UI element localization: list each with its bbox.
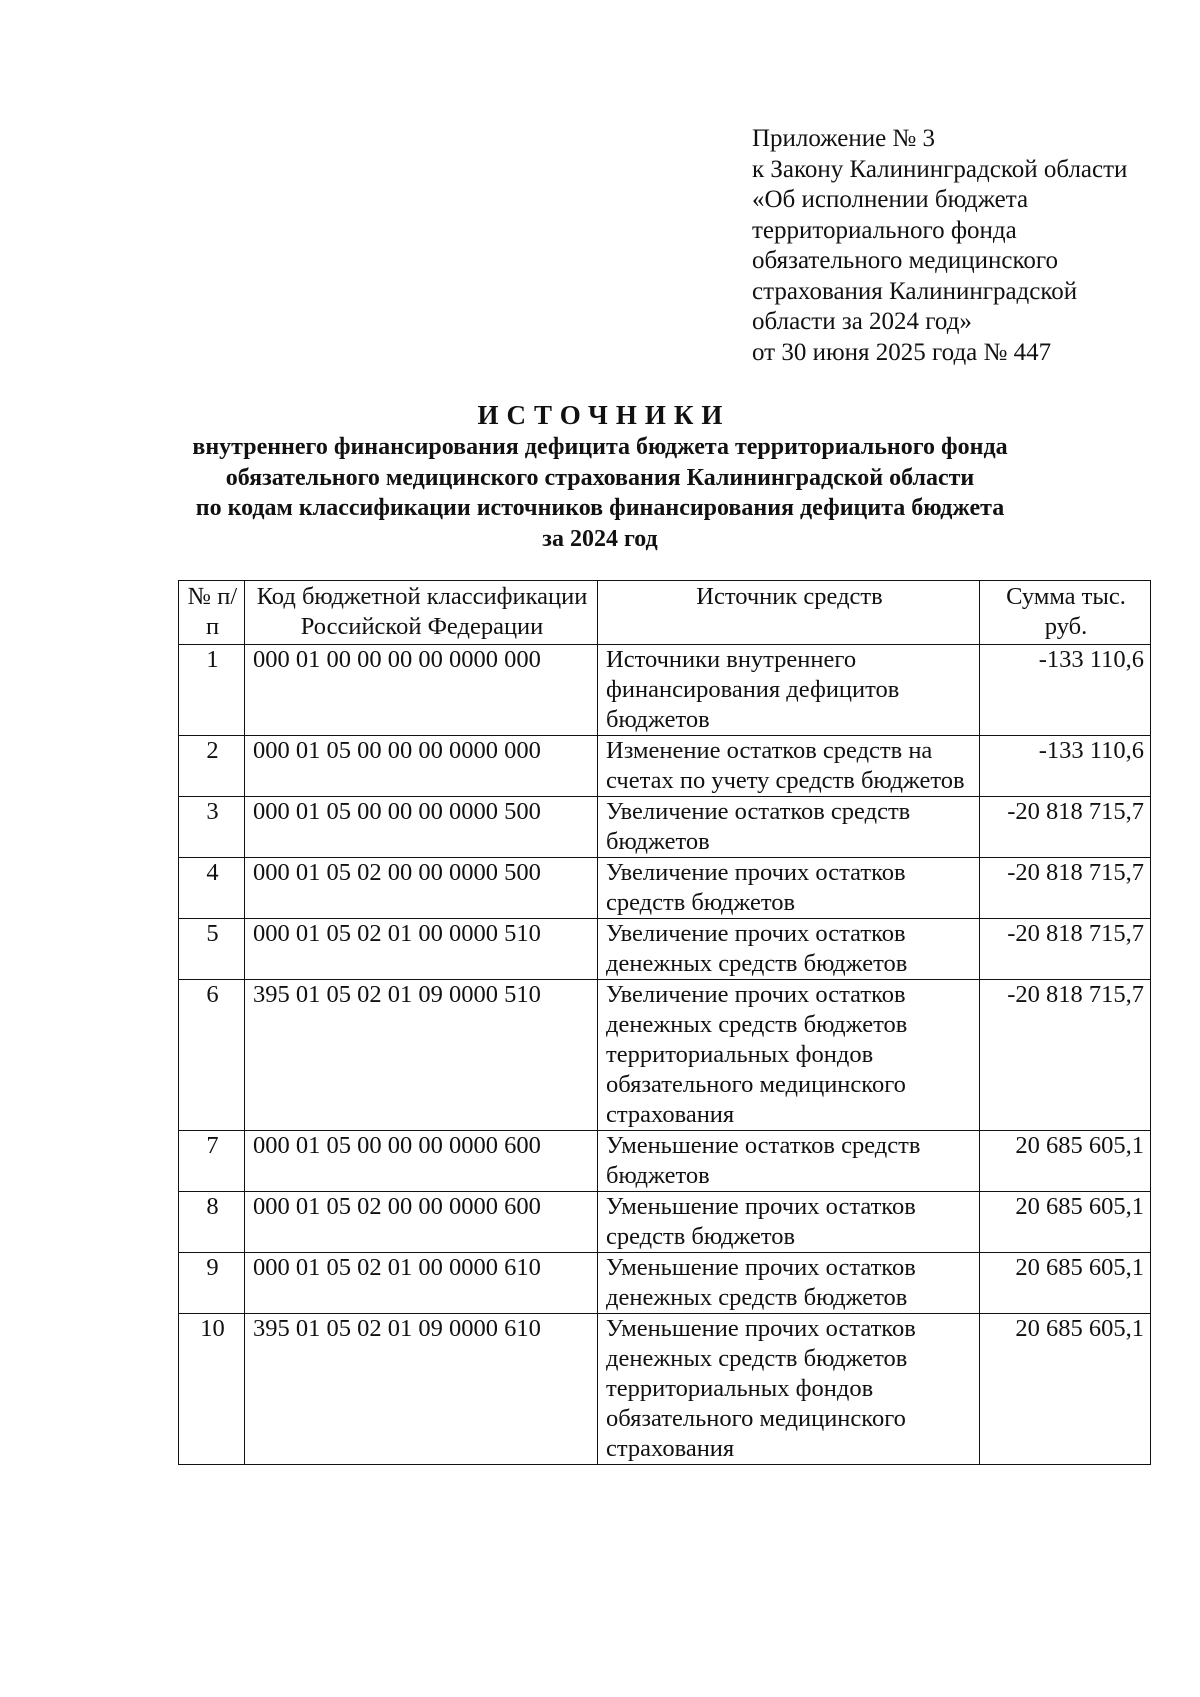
row-num: 7	[179, 1131, 245, 1192]
appendix-line: страхования Калининградской	[752, 277, 1078, 305]
title-line: за 2024 год	[542, 525, 658, 552]
row-code: 395 01 05 02 01 09 0000 610	[245, 1314, 598, 1465]
appendix-line: Приложение № 3	[752, 125, 936, 152]
row-amount: 20 685 605,1	[980, 1253, 1151, 1314]
row-num: 8	[179, 1192, 245, 1253]
row-amount: -20 818 715,7	[980, 858, 1151, 919]
appendix-line: обязательного медицинского	[752, 247, 1059, 274]
row-source: Уменьшение прочих остатков средств бюджетов	[598, 1192, 980, 1253]
row-amount: 20 685 605,1	[980, 1314, 1151, 1465]
row-source: Уменьшение прочих остатков денежных средств бюджетов территориальных фондов обязательного медицинского страхования	[598, 1314, 980, 1465]
table-row	[179, 1314, 1151, 1465]
appendix-line: к Закону Калининградской области	[752, 155, 1128, 183]
appendix-line: области за 2024 год»	[752, 308, 972, 335]
header-source: Источник средств	[598, 581, 980, 645]
header-code: Код бюджетной классификации Российской Федерации	[245, 581, 598, 645]
row-code: 395 01 05 02 01 09 0000 510	[245, 980, 598, 1131]
row-num: 6	[179, 980, 245, 1131]
title-main: ИСТОЧНИКИ	[477, 400, 731, 430]
table-row	[179, 858, 1151, 919]
row-amount: -20 818 715,7	[980, 980, 1151, 1131]
row-source: Уменьшение прочих остатков денежных средств бюджетов	[598, 1253, 980, 1314]
appendix-line: «Об исполнении бюджета	[752, 186, 1029, 213]
table-row	[179, 1131, 1151, 1192]
table-row	[179, 736, 1151, 797]
title-line: внутреннего финансирования дефицита бюджета территориального фонда	[192, 434, 1008, 460]
title-line: по кодам классификации источников финансирования дефицита бюджета	[195, 495, 1005, 521]
row-code: 000 01 05 00 00 00 0000 500	[245, 797, 598, 858]
row-code: 000 01 05 02 00 00 0000 600	[245, 1192, 598, 1253]
row-code: 000 01 05 02 01 00 0000 610	[245, 1253, 598, 1314]
row-source: Увеличение остатков средств бюджетов	[598, 797, 980, 858]
row-code: 000 01 05 02 00 00 0000 500	[245, 858, 598, 919]
table-row	[179, 919, 1151, 980]
row-code: 000 01 05 00 00 00 0000 600	[245, 1131, 598, 1192]
table-header-row	[179, 581, 1151, 645]
row-num: 9	[179, 1253, 245, 1314]
row-num: 5	[179, 919, 245, 980]
table-row	[179, 1253, 1151, 1314]
row-num: 3	[179, 797, 245, 858]
row-amount: 20 685 605,1	[980, 1192, 1151, 1253]
row-source: Увеличение прочих остатков денежных средств бюджетов	[598, 919, 980, 980]
table-row	[179, 1192, 1151, 1253]
table-row	[179, 797, 1151, 858]
header-num: № п/п	[179, 581, 245, 645]
row-code: 000 01 05 00 00 00 0000 000	[245, 736, 598, 797]
row-num: 4	[179, 858, 245, 919]
sources-table	[178, 580, 1151, 1465]
row-source: Увеличение прочих остатков средств бюджетов	[598, 858, 980, 919]
document-title	[0, 398, 1200, 554]
appendix-note	[752, 124, 1127, 368]
appendix-line: от 30 июня 2025 года № 447	[752, 338, 1052, 366]
row-amount: -133 110,6	[980, 736, 1151, 797]
row-amount: 20 685 605,1	[980, 1131, 1151, 1192]
table-row	[179, 980, 1151, 1131]
appendix-line: территориального фонда	[752, 216, 1017, 244]
row-source: Увеличение прочих остатков денежных средств бюджетов территориальных фондов обязательного медицинского страхования	[598, 980, 980, 1131]
row-source: Изменение остатков средств на счетах по учету средств бюджетов	[598, 736, 980, 797]
row-amount: -133 110,6	[980, 645, 1151, 736]
header-amount: Сумма тыс. руб.	[980, 581, 1151, 645]
row-num: 10	[179, 1314, 245, 1465]
row-source: Источники внутреннего финансирования дефицитов бюджетов	[598, 645, 980, 736]
row-source: Уменьшение остатков средств бюджетов	[598, 1131, 980, 1192]
row-amount: -20 818 715,7	[980, 797, 1151, 858]
row-amount: -20 818 715,7	[980, 919, 1151, 980]
row-num: 1	[179, 645, 245, 736]
row-num: 2	[179, 736, 245, 797]
row-code: 000 01 05 02 01 00 0000 510	[245, 919, 598, 980]
row-code: 000 01 00 00 00 00 0000 000	[245, 645, 598, 736]
title-line: обязательного медицинского страхования Калининградской области	[225, 464, 975, 491]
table-row	[179, 645, 1151, 736]
